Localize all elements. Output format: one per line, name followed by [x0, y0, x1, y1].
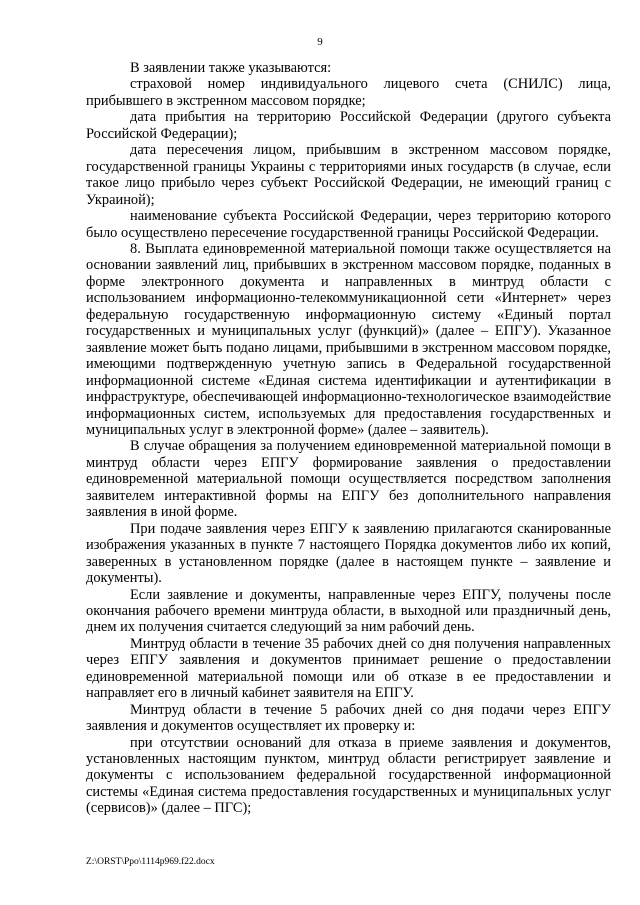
paragraph: дата прибытия на территорию Российской Федерации (другого субъекта Российской Федерации);	[86, 109, 611, 142]
paragraph: При подаче заявления через ЕПГУ к заявлению прилагаются сканированные изображения указанных в пункте 7 настоящего Порядка документов либо их копий, заверенных в установленном порядке (далее в настоящем пункте – заявление и документы).	[86, 520, 611, 587]
paragraph: 8. Выплата единовременной материальной помощи также осуществляется на основании заявлений лиц, прибывших в экстренном массовом порядке, поданных в форме электронного документа и направленных в минтруд области с использованием информационно-телекоммуникационной сети «Интернет» через федеральную государственную информационную систему «Единый портал государственных и муниципальных услуг (функций)» (далее – ЕПГУ). Указанное заявление может быть подано лицами, прибывшими в экстренном массовом порядке, имеющими подтвержденную учетную запись в Федеральной государственной информационной системе «Единая система идентификации и аутентификации в инфраструктуре, обеспечивающей информационно-технологическое взаимодействие информационных систем, используемых для предоставления государственных и муниципальных услуг в электронной форме» (далее – заявитель).	[86, 240, 611, 438]
page-number: 9	[317, 36, 323, 48]
paragraph: наименование субъекта Российской Федерации, через территорию которого было осуществлено пересечение государственной границы Российской Федерации.	[86, 208, 611, 241]
paragraph: Минтруд области в течение 5 рабочих дней со дня подачи через ЕПГУ заявления и документов осуществляет их проверку и:	[86, 701, 611, 735]
paragraph: дата пересечения лицом, прибывшим в экстренном массовом порядке, государственной границы Украины с территориями иных государств (в случае, если такое лицо прибыло через субъект Российской Федерации, не имеющий границ с Украиной);	[86, 142, 611, 208]
paragraph: при отсутствии оснований для отказа в приеме заявления и документов, установленных настоящим пунктом, минтруд области регистрирует заявление и документы с использованием федеральной государственной информационной системы «Единая система предоставления государственных и муниципальных услуг (сервисов)» (далее – ПГС);	[86, 734, 611, 817]
body-text	[86, 60, 611, 817]
paragraph: Минтруд области в течение 35 рабочих дней со дня получения направленных через ЕПГУ заявления и документов принимает решение о предоставлении единовременной материальной помощи или об отказе в ее предоставлении и направляет его в личный кабинет заявителя на ЕПГУ.	[86, 635, 611, 702]
paragraph: страховой номер индивидуального лицевого счета (СНИЛС) лица, прибывшего в экстренном массовом порядке;	[86, 76, 611, 109]
paragraph: В заявлении также указываются:	[130, 60, 332, 76]
paragraph: Если заявление и документы, направленные через ЕПГУ, получены после окончания рабочего времени минтруда области, в выходной или праздничный день, днем их получения считается следующий за ним рабочий день.	[86, 586, 611, 636]
paragraph: В случае обращения за получением единовременной материальной помощи в минтруд области через ЕПГУ формирование заявления о предоставлении единовременной материальной помощи осуществляется посредством заполнения заявителем интерактивной формы на ЕПГУ без дополнительного направления заявления в иной форме.	[86, 438, 611, 521]
footer-file-path: Z:\ORST\Ppo\1114p969.f22.docx	[86, 857, 215, 867]
